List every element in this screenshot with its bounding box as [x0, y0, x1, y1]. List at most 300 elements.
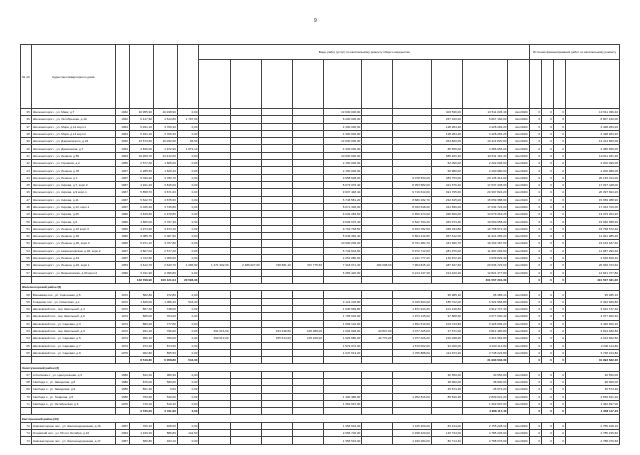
table-cell: 105 389,00: [292, 327, 323, 334]
table-cell: 96,60: [177, 138, 199, 145]
table-cell: 0: [530, 313, 542, 320]
table-cell: [230, 211, 261, 218]
table-cell: 0: [542, 138, 554, 145]
table-cell: 52 096,00: [431, 160, 462, 167]
table-row: [21, 320, 620, 327]
table-cell: 3 240 114,80: [462, 342, 508, 349]
table-cell: [362, 254, 393, 261]
table-cell: 66: [21, 349, 32, 356]
table-cell: 40 770,20: [362, 335, 393, 342]
table-cell: 0: [542, 306, 554, 313]
table-cell: [292, 240, 323, 247]
table-cell: 12 821 477,80: [462, 269, 508, 276]
table-cell: 1 199,30: [129, 430, 153, 437]
table-cell: 0,00: [177, 254, 199, 261]
table-cell: 1 077 026,20: [393, 335, 431, 342]
table-cell: 2 251 080,00: [323, 254, 361, 261]
table-cell: 1966: [115, 240, 129, 247]
table-cell: 586 181,30: [431, 152, 462, 159]
table-cell: [115, 357, 129, 364]
table-cell: 0: [542, 371, 554, 378]
table-cell: 483 753,00: [431, 174, 462, 181]
table-cell: 1964: [115, 145, 129, 152]
table-cell: 15 659 388,90: [565, 196, 619, 203]
table-cell: [393, 167, 431, 174]
table-row: [21, 254, 620, 261]
table-cell: [261, 408, 292, 415]
table-cell: [230, 240, 261, 247]
table-cell: Авг.2020г: [508, 430, 530, 437]
table-cell: 0: [553, 225, 565, 232]
table-cell: 0: [530, 254, 542, 261]
table-cell: 155 514,00: [261, 335, 292, 342]
table-cell: 0,00: [177, 167, 199, 174]
table-cell: 886,80: [153, 430, 177, 437]
table-cell: [362, 240, 393, 247]
table-cell: [261, 109, 292, 116]
table-cell: 1967: [115, 203, 129, 210]
table-cell: 2 150 000,00: [323, 167, 361, 174]
table-cell: [199, 393, 230, 400]
table-cell: 0: [530, 211, 542, 218]
table-cell: 1964: [115, 130, 129, 137]
table-cell: 61: [21, 313, 32, 320]
table-cell: 0: [530, 400, 542, 407]
table-cell: [292, 400, 323, 407]
table-row: [21, 349, 620, 356]
table-cell: Железногорск г., ул. Мира, д.14 корп.1: [31, 123, 115, 130]
table-cell: [199, 349, 230, 356]
table-cell: [115, 276, 129, 283]
table-cell: [230, 422, 261, 429]
table-cell: 4 386 656,00: [565, 145, 619, 152]
table-cell: [362, 357, 393, 364]
table-cell: [292, 357, 323, 364]
table-cell: [199, 320, 230, 327]
table-cell: 0: [542, 335, 554, 342]
table-cell: [261, 306, 292, 313]
table-cell: Авг.2020г: [508, 109, 530, 116]
table-cell: 4 358 117,40: [565, 408, 619, 415]
table-cell: 1974: [115, 342, 129, 349]
table-cell: [508, 357, 530, 364]
table-cell: [261, 138, 292, 145]
table-cell: [362, 130, 393, 137]
table-cell: 0: [542, 262, 554, 269]
table-cell: 401 507 331,30: [565, 276, 619, 283]
table-cell: 30 550,00: [565, 371, 619, 378]
table-cell: 59: [21, 298, 32, 305]
table-cell: [199, 138, 230, 145]
table-cell: 3 748 224,80: [565, 349, 619, 356]
table-cell: 53: [21, 240, 32, 247]
table-cell: 0: [542, 320, 554, 327]
table-cell: 8 721 284,70: [393, 240, 431, 247]
table-cell: 4 613,80: [153, 116, 177, 123]
table-cell: 3 912 747,40: [462, 306, 508, 313]
table-cell: 10 298,90: [153, 109, 177, 116]
table-cell: 861,30: [129, 386, 153, 393]
table-cell: 38: [21, 130, 32, 137]
table-cell: 0: [530, 422, 542, 429]
table-cell: [393, 386, 431, 393]
table-cell: 0: [530, 408, 542, 415]
table-cell: 5 732 604,50: [323, 247, 361, 254]
table-cell: 962,80: [129, 349, 153, 356]
table-cell: 1972: [115, 298, 129, 305]
table-cell: 0: [530, 196, 542, 203]
table-cell: Железногорск г., ул. Ленина, д.18: [31, 233, 115, 240]
table-cell: [230, 160, 261, 167]
table-cell: [230, 393, 261, 400]
table-cell: 1962: [115, 109, 129, 116]
table-cell: 13 414 820,00: [462, 138, 508, 145]
table-cell: 0: [530, 203, 542, 210]
table-cell: [393, 116, 431, 123]
table-row: [21, 335, 620, 342]
table-cell: [199, 247, 230, 254]
table-cell: [292, 386, 323, 393]
table-cell: [362, 342, 393, 349]
table-cell: 1 352 816,00: [393, 393, 431, 400]
table-cell: 0,00: [153, 386, 177, 393]
table-row: [21, 109, 620, 116]
table-cell: [230, 306, 261, 313]
table-cell: 0: [553, 306, 565, 313]
table-cell: 3 240 114,80: [565, 342, 619, 349]
table-cell: [292, 203, 323, 210]
table-cell: 0: [542, 189, 554, 196]
table-cell: Железногорск г., ул. Кирова, д.9 корп.1: [31, 189, 115, 196]
table-cell: 44: [21, 174, 32, 181]
table-cell: 472 775,60: [292, 262, 323, 269]
table-cell: 0: [530, 349, 542, 356]
table-cell: 9 762 748,50: [323, 225, 361, 232]
table-cell: 31 993 632,30: [565, 357, 619, 364]
table-cell: 49: [21, 211, 32, 218]
table-cell: 0: [553, 211, 565, 218]
table-cell: 5 858,70: [129, 189, 153, 196]
table-cell: Авг.2020г: [508, 386, 530, 393]
table-cell: 372,80: [153, 291, 177, 298]
table-cell: Шелковский пос., ул. Садовая, д.3: [31, 320, 115, 327]
table-cell: 1 647 613,20: [323, 349, 361, 356]
table-cell: Авг.2020г: [508, 233, 530, 240]
table-cell: 0,00: [177, 203, 199, 210]
table-row: [21, 247, 620, 254]
col-header-source: Источник финансирования работ по капитальному ремонту: [530, 45, 620, 60]
table-cell: 0: [530, 167, 542, 174]
table-cell: 3 846,00: [129, 145, 153, 152]
table-cell: [261, 313, 292, 320]
sub-row: [21, 276, 620, 283]
section-title: Касторенский район (33): [21, 415, 620, 422]
table-cell: Железногорск г., ул. Кирова, д.7, корп.2: [31, 181, 115, 188]
table-cell: 13 079 264,20: [462, 211, 508, 218]
table-cell: [199, 408, 230, 415]
table-cell: Авг.2020г: [508, 262, 530, 269]
table-cell: 364 820,00: [431, 138, 462, 145]
table-cell: 0,00: [177, 291, 199, 298]
table-cell: 45 574,20: [565, 386, 619, 393]
table-cell: Железногорск г., ул. Маяк, д.7: [31, 109, 115, 116]
table-cell: [261, 247, 292, 254]
table-cell: 2 007,90: [153, 233, 177, 240]
table-cell: 2 200 980,00: [462, 167, 508, 174]
table-cell: [261, 291, 292, 298]
table-cell: 3 426 606,20: [565, 320, 619, 327]
table-cell: 0: [542, 400, 554, 407]
table-cell: Железногорск г., ул. Октябрьская, д.19: [31, 116, 115, 123]
table-cell: 0: [542, 291, 554, 298]
table-cell: [230, 276, 261, 283]
table-cell: Авг.2020г: [508, 181, 530, 188]
table-cell: [292, 116, 323, 123]
table-cell: 544,00: [177, 357, 199, 364]
table-cell: 0: [542, 174, 554, 181]
table-cell: 0,00: [177, 247, 199, 254]
table-cell: 0,00: [177, 160, 199, 167]
table-cell: [292, 254, 323, 261]
table-cell: 27 671,00: [431, 327, 462, 334]
table-cell: [199, 269, 230, 276]
table-cell: [230, 247, 261, 254]
table-cell: 0: [530, 269, 542, 276]
table-cell: [31, 276, 115, 283]
table-cell: Авг.2020г: [508, 422, 530, 429]
table-cell: [230, 167, 261, 174]
table-cell: 58: [21, 291, 32, 298]
table-cell: [261, 123, 292, 130]
table-cell: 17 034 723,00: [462, 203, 508, 210]
table-cell: [362, 269, 393, 276]
table-cell: [362, 145, 393, 152]
table-cell: [230, 386, 261, 393]
table-cell: 0: [542, 313, 554, 320]
table-cell: 9 716 614,60: [393, 189, 431, 196]
table-cell: 72: [21, 422, 32, 429]
table-cell: [230, 400, 261, 407]
table-cell: 1972: [115, 306, 129, 313]
table-cell: [230, 225, 261, 232]
table-cell: 0: [530, 378, 542, 385]
table-cell: Железногорск г., ул. Новоселовская, д.36, корп.2: [31, 247, 115, 254]
table-cell: [362, 276, 393, 283]
table-cell: 0: [553, 123, 565, 130]
table-cell: [31, 408, 115, 415]
table-cell: 510,40: [153, 400, 177, 407]
table-cell: 0,00: [177, 174, 199, 181]
table-cell: 0: [553, 160, 565, 167]
table-cell: Авг.2020г: [508, 116, 530, 123]
table-cell: [230, 335, 261, 342]
table-cell: 491 616,60: [199, 327, 230, 334]
table-cell: [261, 386, 292, 393]
table-cell: 468,00: [153, 422, 177, 429]
table-cell: [199, 203, 230, 210]
table-cell: [292, 298, 323, 305]
table-cell: 0: [542, 437, 554, 444]
table-cell: 1 086,40: [153, 298, 177, 305]
table-cell: 6 807 160,00: [565, 116, 619, 123]
table-cell: [362, 349, 393, 356]
table-row: [21, 306, 620, 313]
table-cell: [292, 233, 323, 240]
table-cell: [261, 276, 292, 283]
table-cell: [261, 211, 292, 218]
table-cell: 4 428 284,20: [462, 130, 508, 137]
table-cell: 60: [21, 306, 32, 313]
table-cell: 2 202 096,00: [565, 160, 619, 167]
table-cell: [292, 430, 323, 437]
table-cell: 0: [530, 298, 542, 305]
table-cell: 748,00: [153, 306, 177, 313]
table-cell: Авг.2020г: [508, 349, 530, 356]
table-cell: 30 550,00: [462, 371, 508, 378]
table-cell: 0: [553, 109, 565, 116]
table-cell: 5 622,70: [129, 196, 153, 203]
table-cell: 857,40: [129, 306, 153, 313]
table-cell: 0: [542, 430, 554, 437]
table-row: [21, 167, 620, 174]
table-cell: 0,00: [177, 386, 199, 393]
table-row: [21, 203, 620, 210]
table-cell: 0: [530, 327, 542, 334]
table-cell: 777,80: [153, 320, 177, 327]
table-cell: 380,30: [153, 371, 177, 378]
section-row: [21, 415, 620, 422]
table-cell: [230, 116, 261, 123]
table-cell: 0: [542, 342, 554, 349]
table-cell: 0: [542, 233, 554, 240]
table-cell: 0: [542, 393, 554, 400]
table-cell: [230, 313, 261, 320]
table-cell: [292, 196, 323, 203]
table-cell: [199, 167, 230, 174]
table-cell: [230, 138, 261, 145]
table-cell: 0,00: [177, 320, 199, 327]
table-cell: [261, 189, 292, 196]
table-cell: Авг.2020г: [508, 203, 530, 210]
table-cell: 54: [21, 247, 32, 254]
table-cell: 142,50: [177, 430, 199, 437]
table-cell: 6 807 160,00: [462, 116, 508, 123]
table-cell: [199, 400, 230, 407]
table-cell: 45 574,20: [462, 386, 508, 393]
table-cell: 1974: [115, 335, 129, 342]
table-cell: 15 659 388,90: [462, 196, 508, 203]
table-cell: 0: [542, 116, 554, 123]
table-cell: 0: [542, 167, 554, 174]
table-cell: [199, 233, 230, 240]
table-cell: [362, 306, 393, 313]
table-cell: 84 144,00: [431, 422, 462, 429]
table-cell: Авг.2020г: [508, 123, 530, 130]
table-row: [21, 145, 620, 152]
table-cell: 40: [21, 145, 32, 152]
table-cell: 0: [530, 123, 542, 130]
table-cell: [393, 138, 431, 145]
table-cell: 64: [21, 335, 32, 342]
table-cell: 2 839 631,20: [462, 393, 508, 400]
table-cell: 146 972,20: [431, 254, 462, 261]
table-cell: 1972: [115, 291, 129, 298]
table-cell: 396 606,00: [431, 211, 462, 218]
table-cell: [362, 400, 393, 407]
table-cell: 1 349 184,00: [393, 437, 431, 444]
table-cell: 1 626 680,00: [323, 335, 361, 342]
table-cell: [292, 437, 323, 444]
table-cell: [31, 357, 115, 364]
table-cell: 4 785 236,60: [462, 430, 508, 437]
table-cell: 1957: [115, 167, 129, 174]
table-cell: [393, 152, 431, 159]
table-cell: 0,00: [177, 437, 199, 444]
table-cell: [393, 408, 431, 415]
table-cell: [362, 233, 393, 240]
table-cell: [230, 291, 261, 298]
table-cell: 8 073 076,40: [323, 181, 361, 188]
table-row: [21, 218, 620, 225]
table-cell: 0: [530, 247, 542, 254]
table-cell: 1 570 002,00: [393, 342, 431, 349]
table-cell: 128 284,20: [431, 123, 462, 130]
table-cell: 1 651 510,90: [393, 320, 431, 327]
table-cell: 100 121,04: [153, 276, 177, 283]
table-cell: 582,80: [129, 291, 153, 298]
table-cell: Авг.2020г: [508, 160, 530, 167]
table-cell: [323, 408, 361, 415]
table-cell: 0: [553, 357, 565, 364]
table-cell: 38 900,00: [462, 378, 508, 385]
table-cell: 6 324 966,80: [565, 298, 619, 305]
table-cell: Железногорск г., ул. Кирова, д.11: [31, 196, 115, 203]
table-cell: 95 385,10: [431, 291, 462, 298]
table-cell: 0: [530, 189, 542, 196]
table-cell: 0: [553, 437, 565, 444]
table-cell: 9 609 670,40: [323, 218, 361, 225]
table-cell: 3 671,60: [153, 189, 177, 196]
table-cell: 3 814 480,80: [565, 327, 619, 334]
table-cell: 104 743,80: [431, 320, 462, 327]
table-cell: 764,00: [153, 313, 177, 320]
table-cell: [261, 160, 292, 167]
table-row: [21, 181, 620, 188]
table-cell: 0: [542, 386, 554, 393]
table-cell: Авг.2020г: [508, 211, 530, 218]
table-cell: 973,20: [129, 342, 153, 349]
table-cell: Авг.2020г: [508, 291, 530, 298]
table-cell: [261, 225, 292, 232]
table-cell: 0: [542, 247, 554, 254]
table-row: [21, 174, 620, 181]
table-cell: [292, 130, 323, 137]
table-cell: [362, 160, 393, 167]
table-cell: 4 941,20: [129, 181, 153, 188]
table-row: [21, 298, 620, 305]
table-cell: 20 596,30: [177, 276, 199, 283]
table-cell: 19 660 058,20: [462, 218, 508, 225]
table-cell: 11 987 293,60: [565, 247, 619, 254]
table-cell: 19 758 572,40: [565, 225, 619, 232]
table-cell: 2 755 228,10: [565, 422, 619, 429]
table-cell: 13 414 820,00: [565, 138, 619, 145]
table-cell: 12 821 477,80: [565, 269, 619, 276]
table-cell: 0: [542, 378, 554, 385]
table-cell: 0: [530, 116, 542, 123]
table-cell: 6 200 000,00: [323, 116, 361, 123]
table-cell: 56: [21, 262, 32, 269]
